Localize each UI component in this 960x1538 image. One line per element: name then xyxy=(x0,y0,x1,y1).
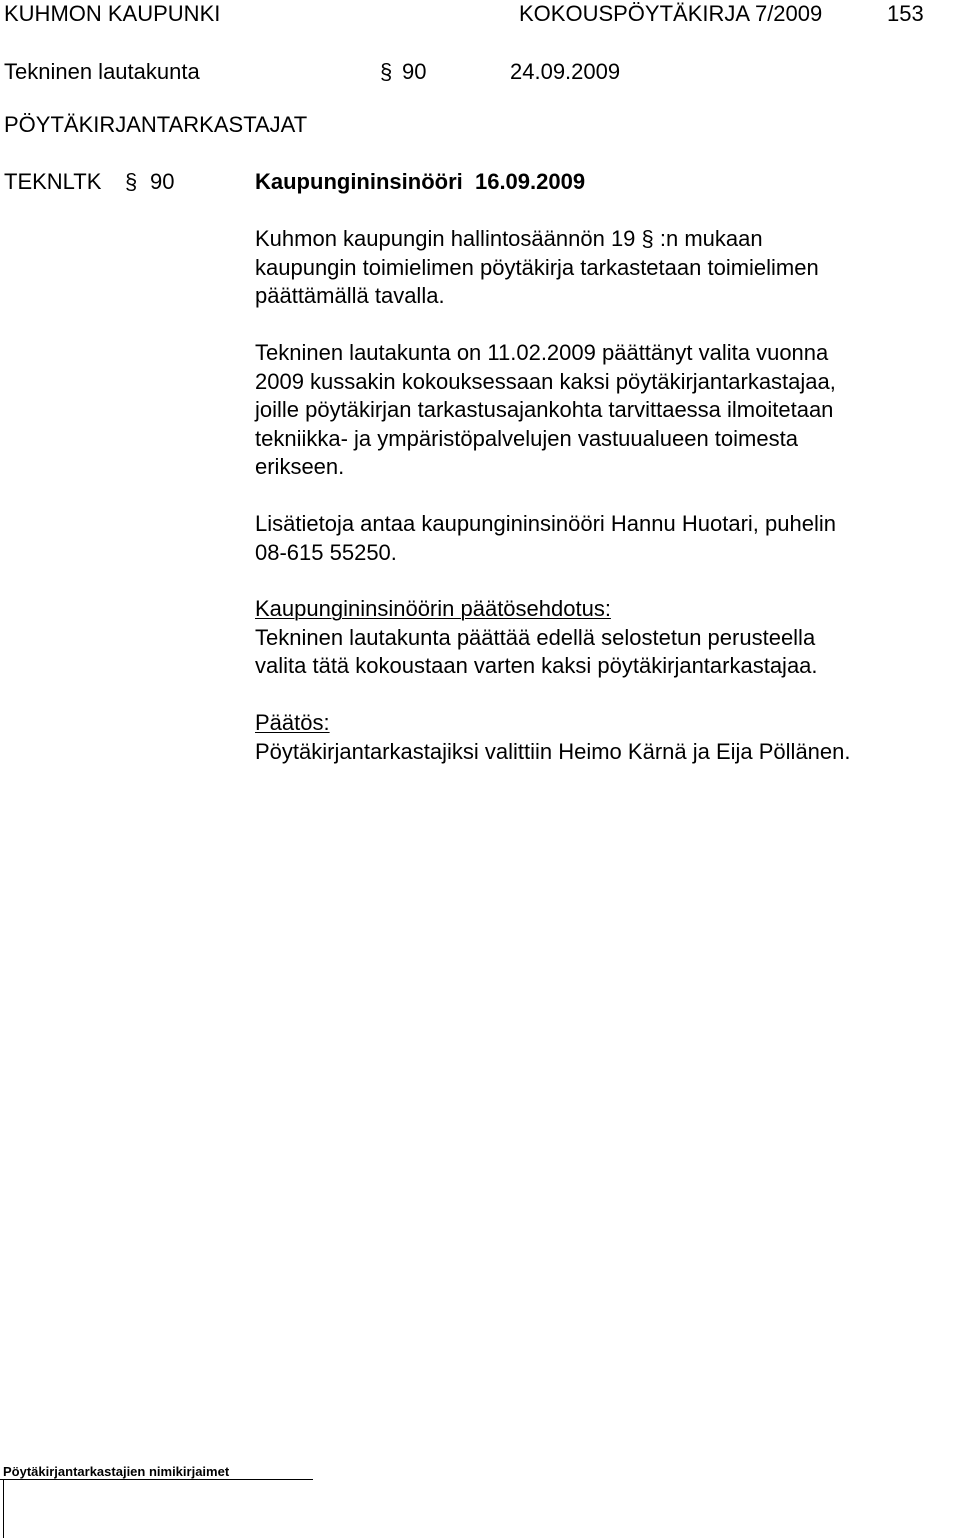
footer-divider xyxy=(0,1479,313,1480)
decision-section xyxy=(255,709,945,766)
paragraph-3-line: Lisätietoja antaa kaupungininsinööri Hannu Huotari, puhelin xyxy=(255,511,836,536)
paragraph-2-line: Tekninen lautakunta on 11.02.2009 päättänyt valita vuonna xyxy=(255,340,829,365)
signatures-label: Pöytäkirjantarkastajien nimikirjaimet xyxy=(3,1464,230,1479)
page-number: 153 xyxy=(887,1,924,26)
proposal-heading: Kaupungininsinöörin päätösehdotus: xyxy=(255,596,611,621)
document-title: KOKOUSPÖYTÄKIRJA 7/2009 xyxy=(519,1,823,26)
paragraph-2 xyxy=(255,339,945,482)
item-title: PÖYTÄKIRJANTARKASTAJAT xyxy=(4,112,308,137)
section-number: 90 xyxy=(402,59,427,84)
board-name: Tekninen lautakunta xyxy=(4,59,200,84)
reference-code: TEKNLTK xyxy=(4,169,102,194)
paragraph-1-line: kaupungin toimielimen pöytäkirja tarkastetaan toimielimen xyxy=(255,254,819,280)
org-name: KUHMON KAUPUNKI xyxy=(4,1,221,26)
preparer-date: Kaupungininsinööri 16.09.2009 xyxy=(255,169,586,194)
paragraph-1-line: päättämällä tavalla. xyxy=(255,283,445,308)
reference-section-symbol: § xyxy=(125,169,138,194)
paragraph-3-line: 08-615 55250. xyxy=(255,539,397,565)
paragraph-1 xyxy=(255,225,945,311)
paragraph-1-line: Kuhmon kaupungin hallintosäännön 19 § :n mukaan xyxy=(255,226,763,251)
signature-box-border xyxy=(3,1480,4,1538)
proposal-line: Tekninen lautakunta päättää edellä selostetun perusteella xyxy=(255,624,816,650)
paragraph-3 xyxy=(255,510,945,567)
paragraph-2-line: joille pöytäkirjan tarkastusajankohta tarvittaessa ilmoitetaan xyxy=(255,397,834,422)
decision-text: Pöytäkirjantarkastajiksi valittiin Heimo Kärnä ja Eija Pöllänen. xyxy=(255,738,851,764)
paragraph-2-line: 2009 kussakin kokouksessaan kaksi pöytäkirjantarkastajaa, xyxy=(255,368,836,394)
proposal-line: valita tätä kokoustaan varten kaksi pöytäkirjantarkastajaa. xyxy=(255,653,818,678)
paragraph-2-line: tekniikka- ja ympäristöpalvelujen vastuualueen toimesta xyxy=(255,425,798,451)
meeting-date: 24.09.2009 xyxy=(510,59,621,84)
proposal-section xyxy=(255,595,945,681)
section-symbol: § xyxy=(380,59,393,84)
decision-heading: Päätös: xyxy=(255,710,330,735)
reference-number: 90 xyxy=(150,169,175,194)
paragraph-2-line: erikseen. xyxy=(255,454,345,479)
